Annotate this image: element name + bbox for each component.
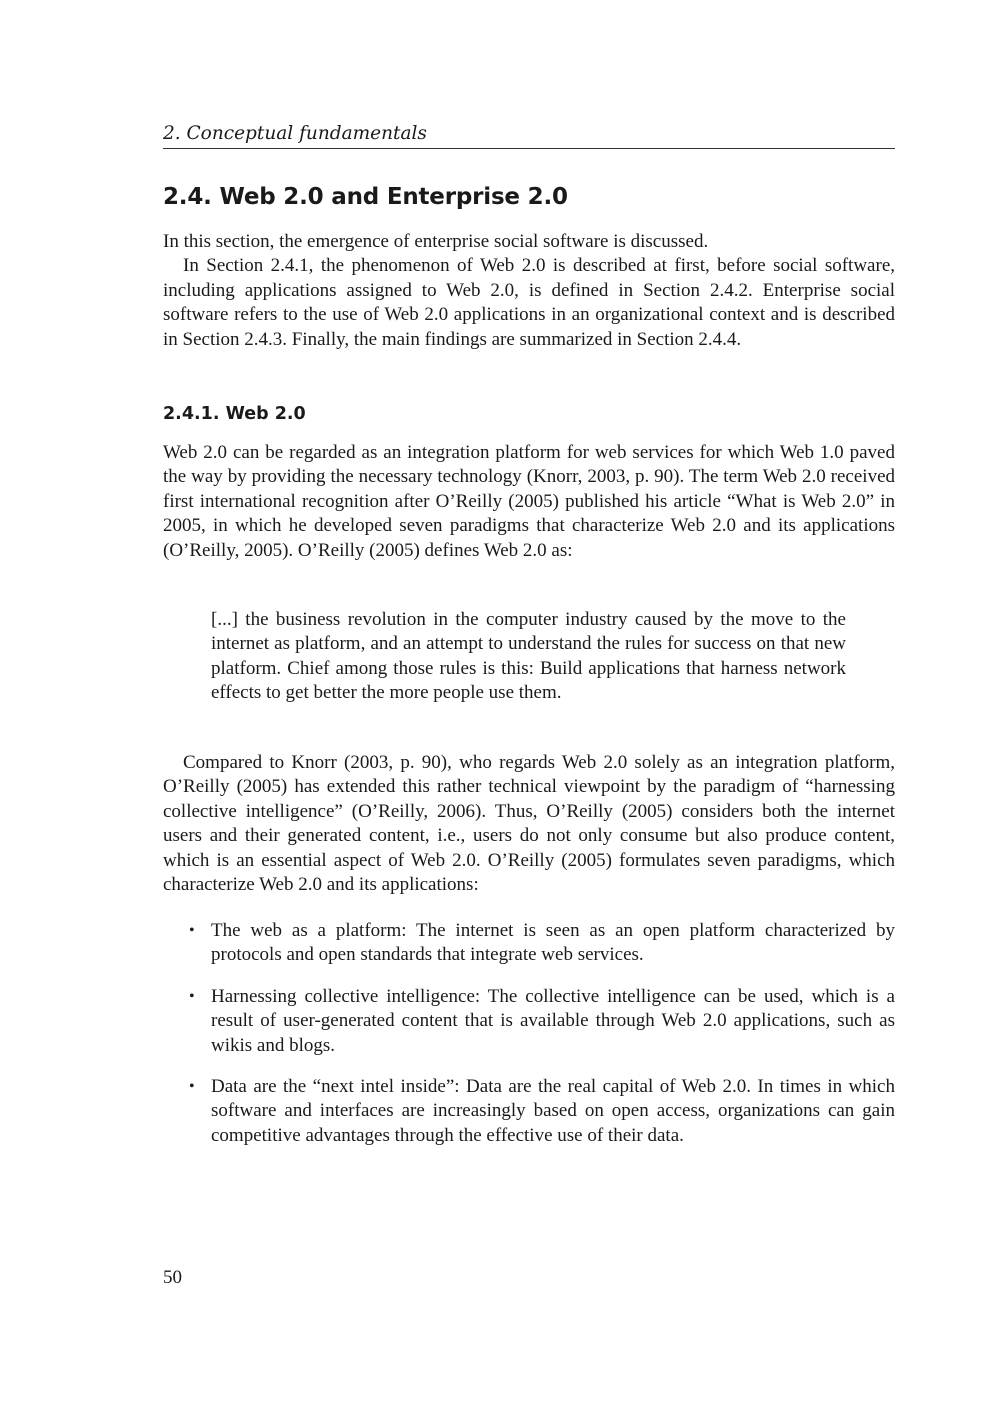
intro-paragraph-2: In Section 2.4.1, the phenomenon of Web 2.0 is described at first, before social software, including applications assigned to Web 2.0, is defined in Section 2.4.2. Enterprise social software refers to the use of Web 2.0 applications in an organizational context and is described in Section 2.4.3. Finally, the main findings are summarized in Section 2.4.4. [163, 255, 895, 350]
bullet-icon: • [189, 1078, 195, 1096]
list-item-text: Harnessing collective intelligence: The collective intelligence can be used, which is a result of user-generated content that is available through Web 2.0 applications, such as wikis and blogs. [211, 985, 895, 1056]
paradigm-list [163, 919, 895, 1165]
page-number: 50 [163, 1267, 182, 1288]
list-item-text: Data are the “next intel inside”: Data are the real capital of Web 2.0. In times in which software and interfaces are increasingly based on open access, organizations can gain competitive advantages through the effective use of their data. [211, 1076, 895, 1146]
list-item [163, 919, 895, 968]
block-quote: [...] the business revolution in the computer industry caused by the move to the internet as platform, and an attempt to understand the rules for success on that new platform. Chief among those rules is this: Build applications that harness network effects to get better the more people use them. [211, 609, 846, 704]
body-paragraph-2: Compared to Knorr (2003, p. 90), who regards Web 2.0 solely as an integration platform, O’Reilly (2005) has extended this rather technical viewpoint by the paradigm of “harnessing collective intelligence” (O’Reilly, 2006). Thus, O’Reilly (2005) considers both the internet users and their generated content, i.e., users do not only consume but also produce content, which is an essential aspect of Web 2.0. O’Reilly (2005) formulates seven paradigms, which characterize Web 2.0 and its applications: [163, 752, 895, 896]
section-intro [163, 230, 895, 352]
subsection-title: 2.4.1. Web 2.0 [163, 404, 306, 424]
running-head: 2. Conceptual fundamentals [163, 123, 427, 144]
bullet-icon: • [189, 922, 195, 939]
bullet-icon: • [189, 987, 195, 1005]
section-title: 2.4. Web 2.0 and Enterprise 2.0 [163, 184, 568, 210]
list-item [163, 1075, 895, 1148]
intro-paragraph-1: In this section, the emergence of enterprise social software is discussed. [163, 231, 709, 252]
list-item [163, 985, 895, 1058]
body-paragraph-1: Web 2.0 can be regarded as an integration platform for web services for which Web 1.0 paved the way by providing the necessary technology (Knorr, 2003, p. 90). The term Web 2.0 received first international recognition after O’Reilly (2005) published his article “What is Web 2.0” in 2005, in which he developed seven paradigms that characterize Web 2.0 and its applications (O’Reilly, 2005). O’Reilly (2005) defines Web 2.0 as: [163, 442, 895, 561]
header-rule [163, 148, 895, 149]
list-item-text: The web as a platform: The internet is seen as an open platform characterized by protocols and open standards that integrate web services. [211, 920, 895, 966]
